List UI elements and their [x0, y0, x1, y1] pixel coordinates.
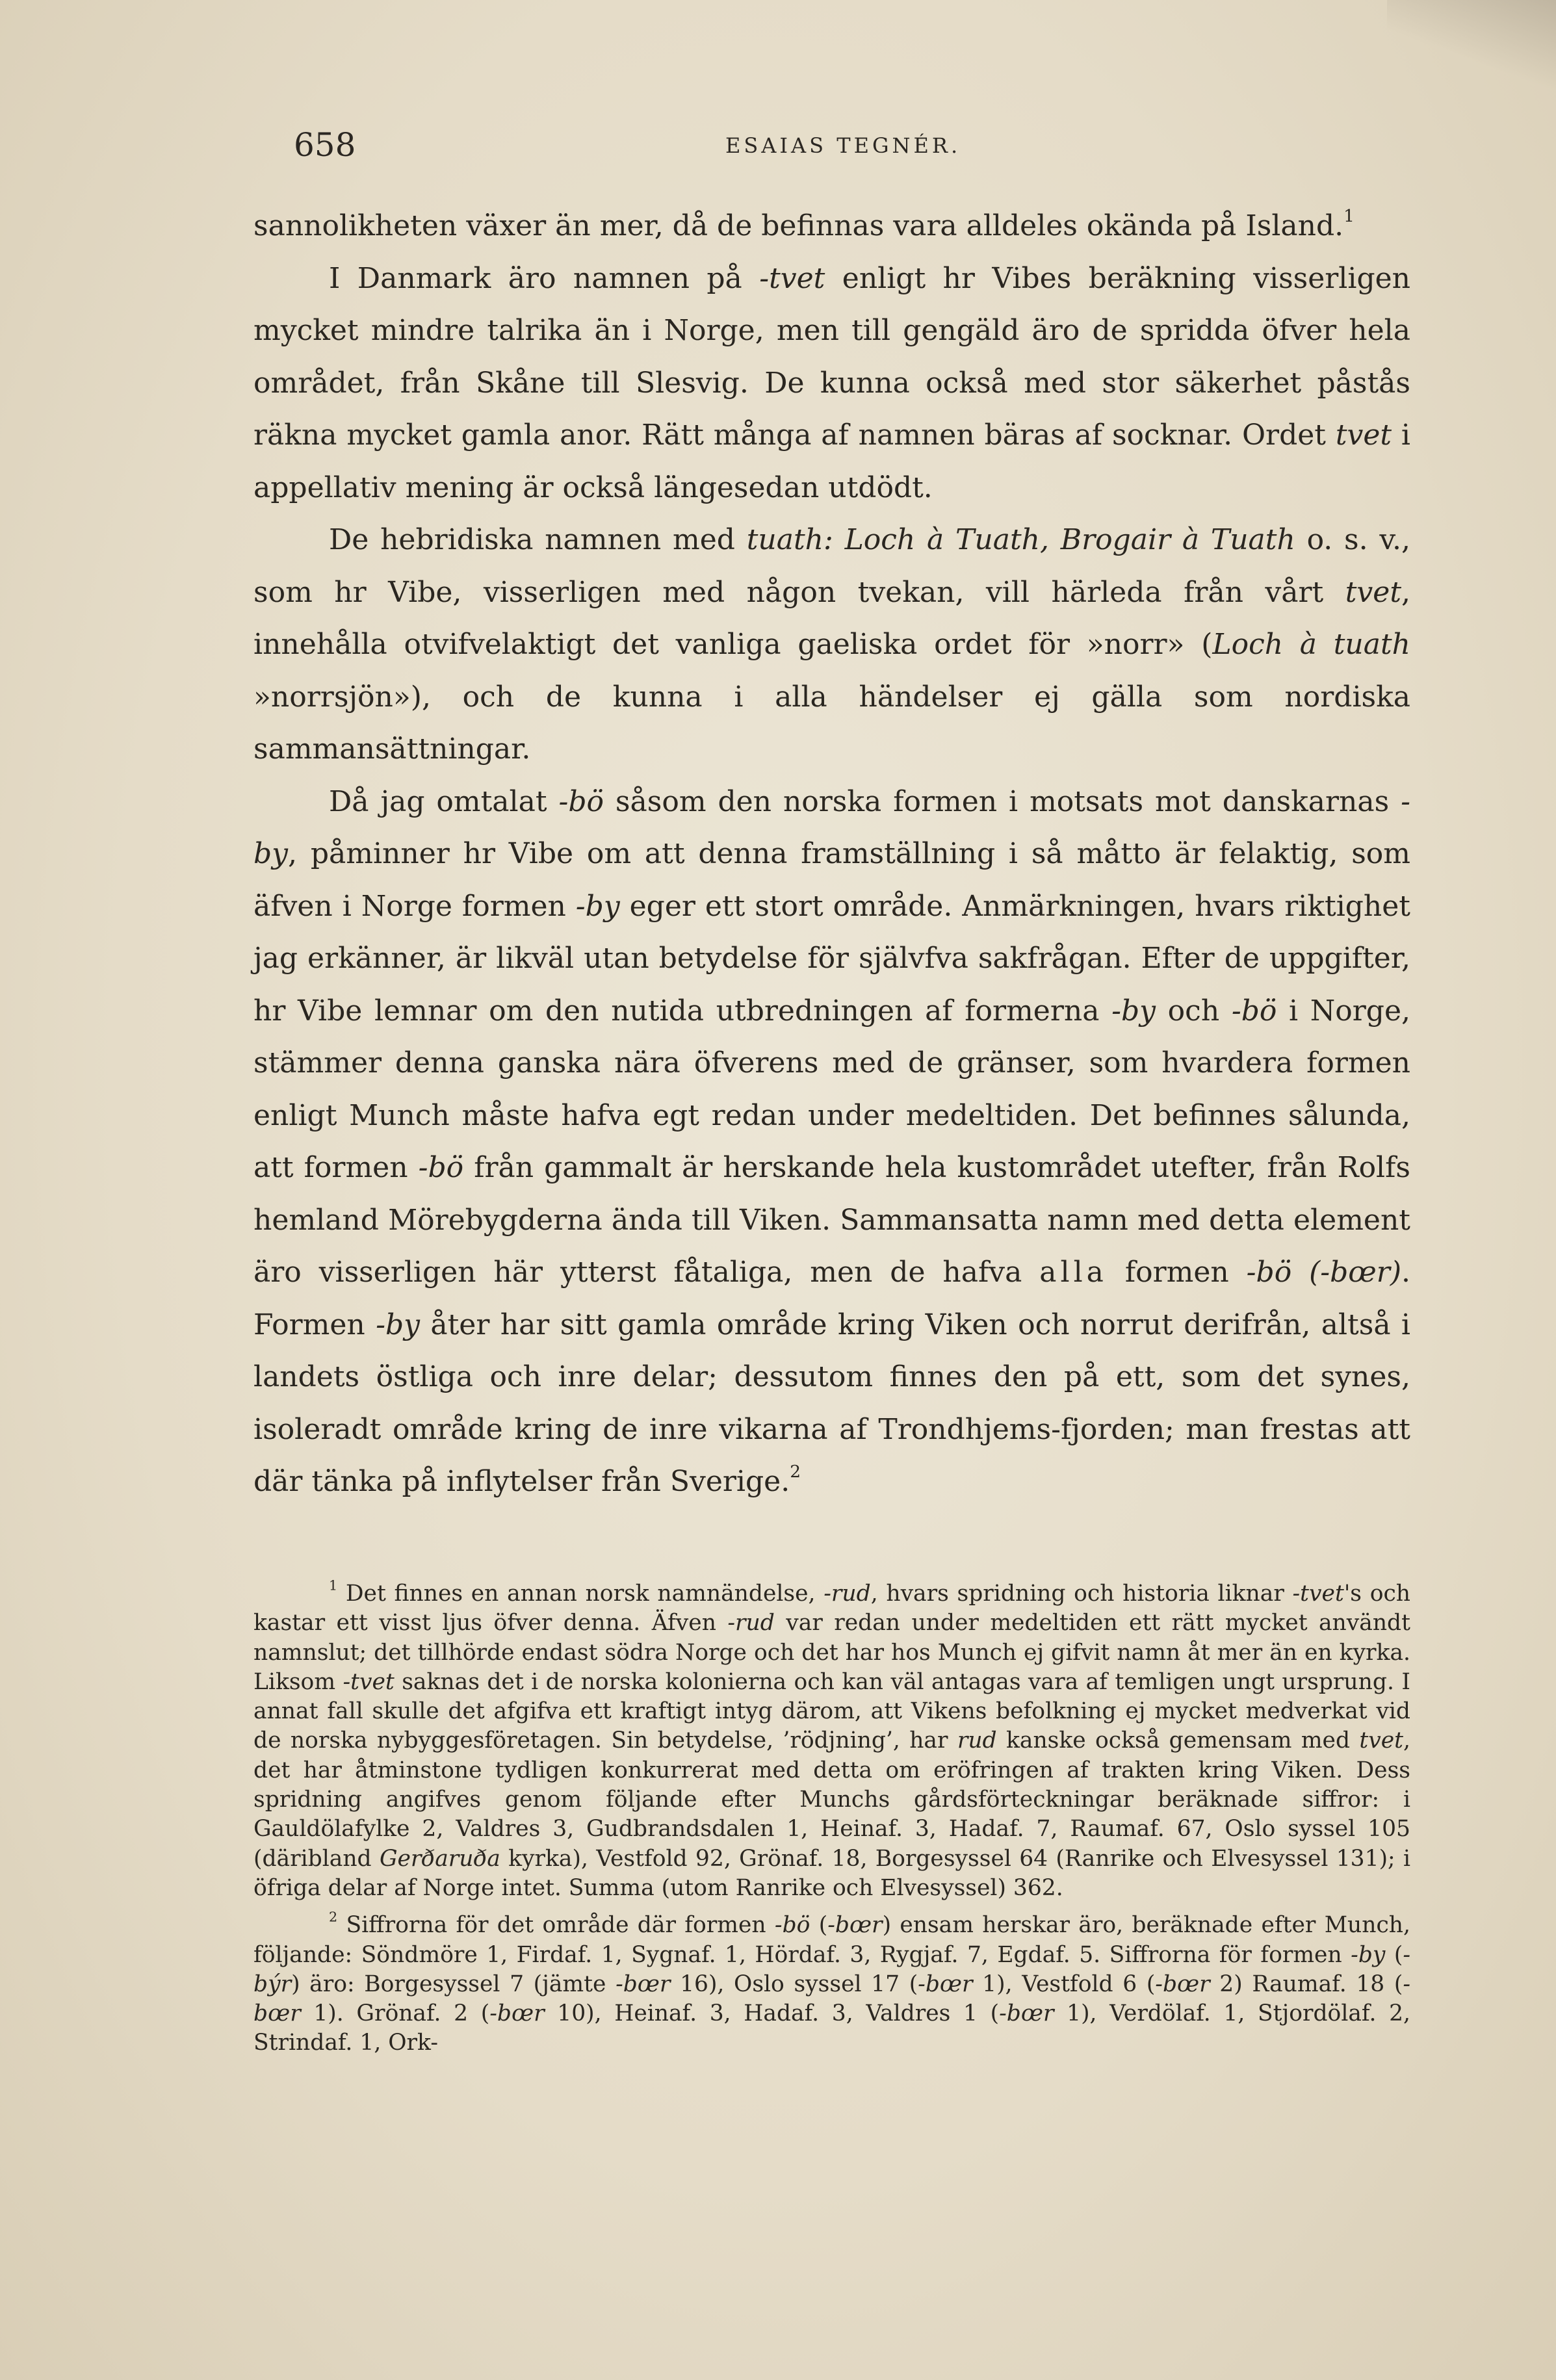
footnotes: [253, 1579, 1410, 2058]
main-text: [253, 200, 1410, 1508]
paragraph-danmark: I Danmark äro namnen på -tvet enligt hr Vibes beräkning visserligen mycket mindre talrika än i Norge, men till gengäld äro de spridda öfver hela området, från Skåne till Slesvig. De kunna också med stor säkerhet påstås räkna mycket gamla anor. Rätt många af namnen bäras af socknar. Ordet tvet i appellativ mening är också längesedan utdödt.: [253, 261, 1410, 504]
footnote-2: $^2$ Siffrorna för det område där formen -bö (-bœr) ensam herskar äro, beräknade efter Munch, följande: Söndmöre 1, Firdaf. 1, Sygnaf. 1, Hördaf. 3, Rygjaf. 7, Egdaf. 5. Siffrorna för formen -by (-býr) äro: Borgesyssel 7 (jämte -bœr 16), Oslo syssel 17 (-bœr 1), Vestfold 6 (-bœr 2) Raumaf. 18 (-bœr 1). Grönaf. 2 (-bœr 10), Heinaf. 3, Hadaf. 3, Valdres 1 (-bœr 1), Verdölaf. 1, Stjordölaf. 2, Strindaf. 1, Ork-: [253, 1909, 1410, 2056]
running-title: ESAIAS TEGNÉR.: [725, 133, 961, 158]
paragraph-bo-by: Då jag omtalat -bö såsom den norska formen i motsats mot danskarnas -by, påminner hr Vibe om att denna framställning i så måtto är felaktig, som äfven i Norge formen -by eger ett stort område. Anmärkningen, hvars riktighet jag erkänner, är likväl utan betydelse för självfva sakfrågan. Efter de uppgifter, hr Vibe lemnar om den nutida utbredningen af formerna -by och -bö i Norge, stämmer denna ganska nära öfverens med de gränser, som hvardera formen enligt Munch måste hafva egt redan under medeltiden. Det befinnes sålunda, att formen -bö från gammalt är herskande hela kustområdet utefter, från Rolfs hemland Mörebygderna ända till Viken. Sammansatta namn med detta element äro visserligen här ytterst fåtaliga, men de hafva alla formen -bö (-bœr). Formen -by åter har sitt gamla område kring Viken och norrut derifrån, altså i landets östliga och inre delar; dessutom finnes den på ett, som det synes, isoleradt område kring de inre vikarna af Trondhjems-fjorden; man frestas att där tänka på inflytelser från Sverige.$^2$: [253, 784, 1410, 1498]
page-number: 658: [294, 126, 356, 164]
paragraph-continuation: sannolikheten växer än mer, då de befinnas vara alldeles okända på Island.$^1$: [253, 205, 1355, 242]
paragraph-hebridiska: De hebridiska namnen med tuath: Loch à Tuath, Brogair à Tuath o. s. v., som hr Vibe, visserligen med någon tvekan, vill härleda från vårt tvet, innehålla otvifvelaktigt det vanliga gaeliska ordet för »norr» (Loch à tuath »norrsjön»), och de kunna i alla händelser ej gälla som nordiska sammansättningar.: [253, 523, 1411, 766]
footnote-1: $^1$ Det finnes en annan norsk namnändelse, -rud, hvars spridning och historia liknar -tvet's och kastar ett visst ljus öfver denna. Äfven -rud var redan under medeltiden ett rätt mycket användt namnslut; det tillhörde endast södra Norge och det har hos Munch ej gifvit namn åt mer än en kyrka. Liksom -tvet saknas det i de norska kolonierna och kan väl antagas vara af temligen ungt ursprung. I annat fall skulle det afgifva ett kraftigt intyg därom, att Vikens befolkning ej mycket medverkat vid de norska nybyggesföretagen. Sin betydelse, ’rödjning’, har rud kanske också gemensam med tvet, det har åtminstone tydligen konkurrerat med detta om eröfringen af trakten kring Viken. Dess spridning angifves genom följande efter Munchs gårdsförteckningar beräknade siffror: i Gauldölafylke 2, Valdres 3, Gudbrandsdalen 1, Heinaf. 3, Hadaf. 7, Raumaf. 67, Oslo syssel 105 (däribland Gerðaruða kyrka), Vestfold 92, Grönaf. 18, Borgesyssel 64 (Ranrike och Elvesyssel 131); i öfriga delar af Norge intet. Summa (utom Ranrike och Elvesyssel) 362.: [253, 1577, 1411, 1901]
